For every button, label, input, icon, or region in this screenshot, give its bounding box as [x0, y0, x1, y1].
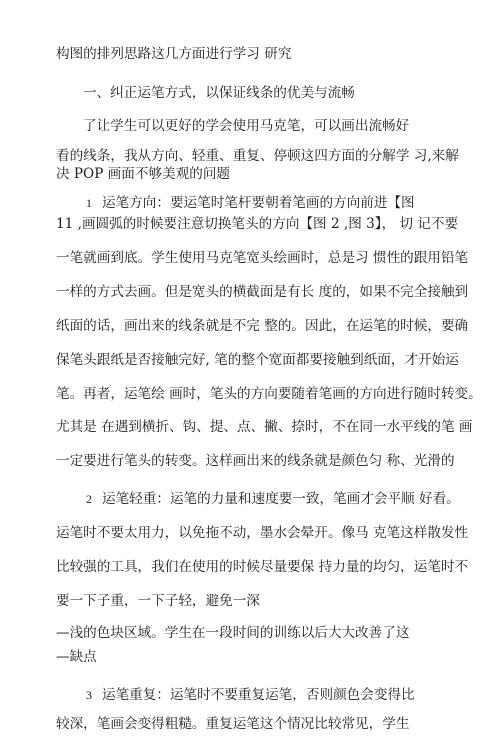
list-item-text: 运笔重复：运笔时不要重复运笔，否则颜色会变得比 [102, 687, 415, 703]
list-item-text: 运笔方向：要运笔时笔杆要朝着笔画的方向前进【图 [102, 195, 415, 211]
list-item-1-first-line [86, 197, 415, 211]
list-item-text: 运笔轻重：运笔的力量和速度要一致，笔画才会平顺 好看。 [102, 491, 460, 507]
document-title: 构图的排列思路这几方面进行学习 研究 [56, 46, 292, 62]
intro-paragraph-line: 了让学生可以更好的学会使用马克笔，可以画出流畅好 [83, 118, 410, 134]
list-item-line: 一样的方式去画。但是宽头的横截面是有长 度的，如果不完全接触到 [56, 284, 469, 300]
list-item-line: 要一下子重，一下子轻，避免一深 [56, 593, 260, 609]
list-item-3-first-line [86, 689, 415, 703]
intro-paragraph-line: 决 POP 画面不够美观的问题 [56, 166, 231, 182]
list-item-line: 笔。再者，运笔绘 画时，笔头的方向要随着笔画的方向进行随时转变。 [56, 386, 482, 402]
section-heading: 一、纠正运笔方式，以保证线条的优美与流畅 [83, 85, 355, 101]
list-item-line: 比较强的工具，我们在使用的时候尽量要保 持力量的均匀，运笔时不 [56, 559, 469, 575]
list-item-line: 保笔头跟纸是否接触完好, 笔的整个宽面都要接触到纸面，才开始运 [56, 352, 459, 368]
intro-paragraph-line: 看的线条，我从方向、轻重、重复、停顿这四方面的分解学 习,来解 [56, 148, 459, 164]
list-item-line: —浅的色块区域。学生在一段时间的训练以后大大改善了这 [56, 625, 410, 641]
list-item-line: 尤其是 在遇到横折、钩、提、点、撇、捺时，不在同一水平线的笔 画 [56, 419, 473, 435]
list-item-line: —缺点 [56, 649, 97, 665]
list-item-line: 11 ,画圆弧的时候要注意切换笔头的方向【图 2 ,图 3】， 切 记不要 [56, 216, 459, 232]
list-item-number: 2 [86, 492, 92, 506]
list-item-number: 3 [86, 688, 92, 702]
list-item-2-first-line [86, 493, 460, 507]
list-item-line: 较深，笔画会变得粗糙。重复运笔这个情况比较常见，学生 [56, 716, 410, 732]
list-item-number: 1 [86, 196, 92, 210]
list-item-line: 一笔就画到底。学生使用马克笔宽头绘画时，总是习 惯性的跟用铅笔 [56, 250, 469, 266]
list-item-line: 纸面的话，画出来的线条就是不完 整的。因此，在运笔的时候，要确 [56, 318, 469, 334]
list-item-line: 运笔时不要太用力，以免拖不动，墨水会晕开。像马 克笔这样散发性 [56, 525, 469, 541]
list-item-line: 一定要进行笔头的转变。这样画出来的线条就是颜色匀 称、光滑的 [56, 453, 455, 469]
